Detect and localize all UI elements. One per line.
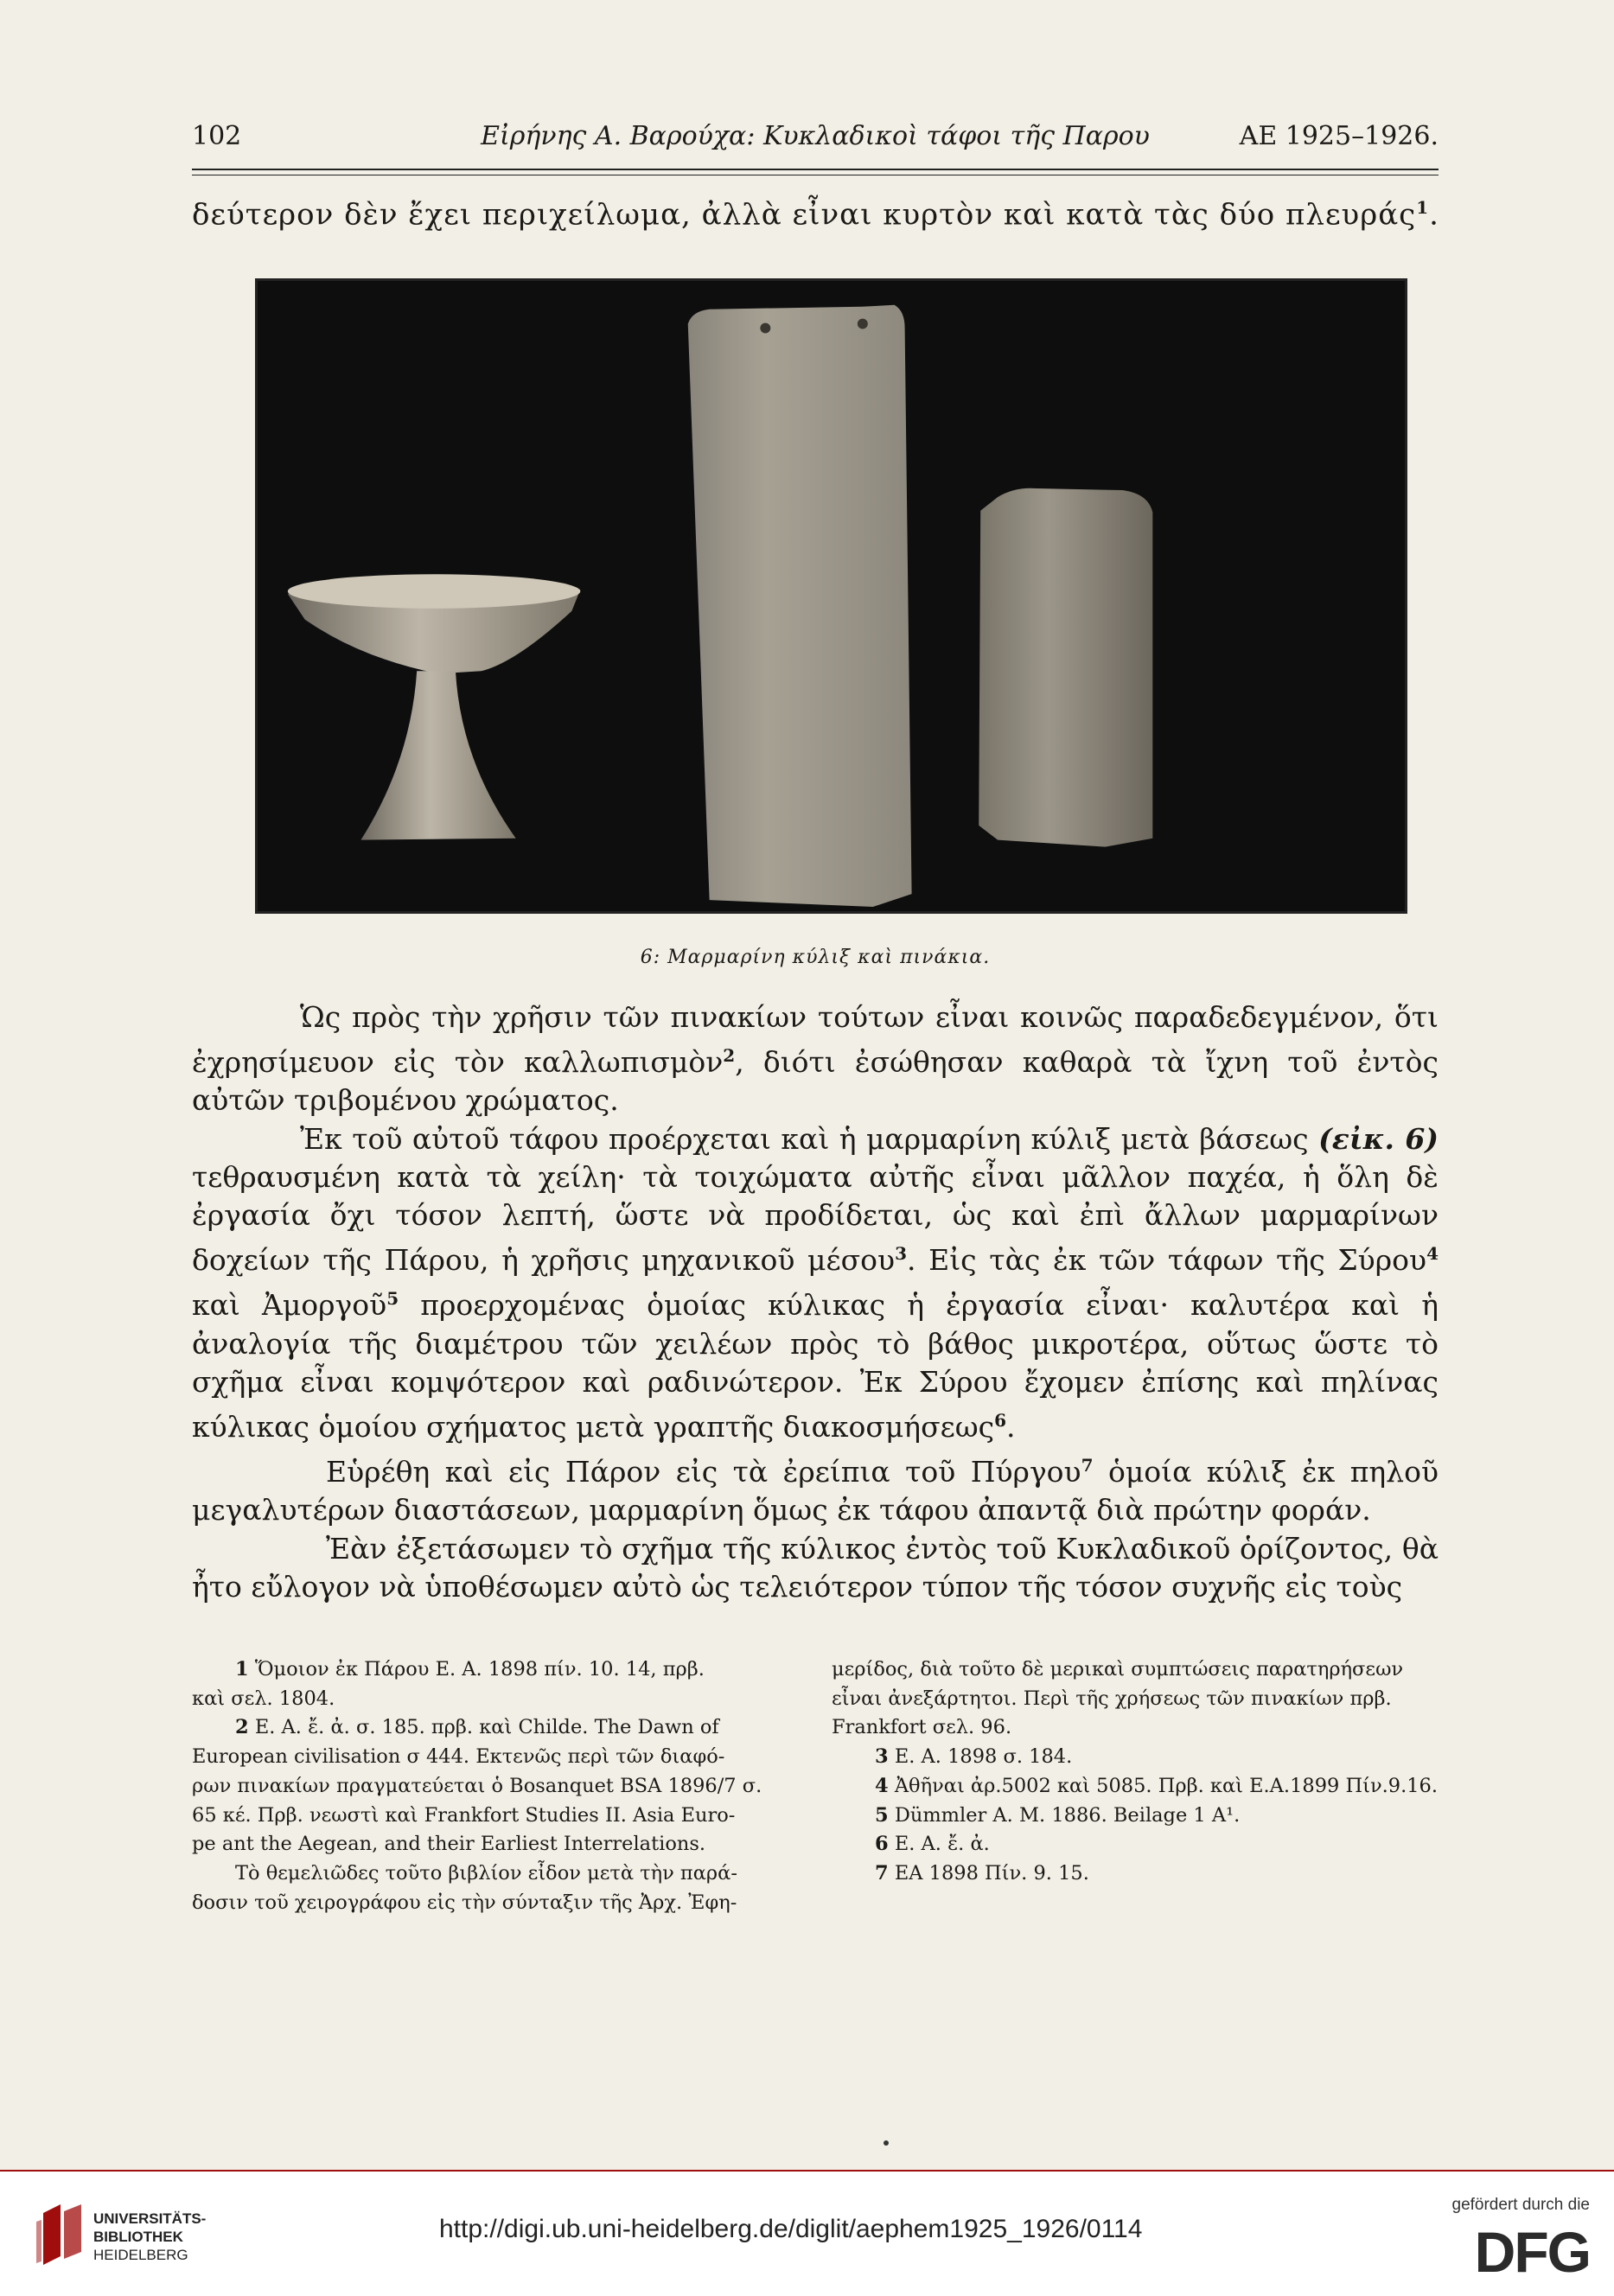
university-library-logo-icon[interactable] (35, 2204, 86, 2265)
footnote-ref-7[interactable]: 7 (1081, 1455, 1094, 1476)
footnote-ref-3[interactable]: 3 (895, 1243, 907, 1265)
footnotes-left-column (192, 1655, 797, 1917)
funding-label: gefördert durch die (1451, 2196, 1590, 2214)
continuation-line: δεύτερον δὲν ἔχει περιχείλωμα, ἀλλὰ εἶναι κυρτὸν καὶ κατὰ τὰς δύο πλευράς$^1$. (192, 197, 1439, 233)
figure-photo-kylix-and-plaques (255, 278, 1407, 914)
footnote-line: Frankfort σελ. 96. (832, 1716, 1012, 1739)
footer-accent-line (0, 2170, 1614, 2172)
footnote-line: καὶ σελ. 1804. (192, 1687, 335, 1710)
paragraph-3: Εὑρέθη καὶ εἰς Πάρον εἰς τὰ ἐρείπια τοῦ Πύργου$^7$ ὁμοία κύλιξ ἐκ πηλοῦ μεγαλυτέρων διαστάσεων, μαρμαρίνη ὅμως ἐκ τάφου ἀπαντᾷ διὰ πρώτην φοράν. (192, 1455, 1439, 1527)
footnote-line: μερίδος, διὰ τοῦτο δὲ μερικαὶ συμπτώσεις παρατηρήσεων (832, 1658, 1404, 1681)
footnote-line: 4 Ἀθῆναι ἀρ.5002 καὶ 5085. Πρβ. καὶ Ε.Α.1899 Πίν.9.16. (875, 1774, 1439, 1797)
digitization-footer (0, 2170, 1614, 2296)
footnote-line: εἶναι ἀνεξάρτητοι. Περὶ τῆς χρήσεως τῶν πινακίων πρβ. (832, 1687, 1392, 1710)
page-number: 102 (192, 121, 242, 151)
footnote-line: ρων πινακίων πραγματεύεται ὁ Bosanquet BSA 1896/7 σ. (192, 1774, 762, 1797)
footnote-line: pe ant the Aegean, and their Earliest Interrelations. (192, 1833, 706, 1856)
footnote-line: 65 κέ. Πρβ. νεωστὶ καὶ Frankfort Studies II. Asia Euro- (192, 1803, 736, 1827)
footnote-line: 7 ΕΑ 1898 Πίν. 9. 15. (875, 1861, 1089, 1885)
footnote-line: 3 Ε. Α. 1898 σ. 184. (875, 1745, 1073, 1769)
figure-caption: 6: Μαρμαρίνη κύλιξ καὶ πινάκια. (640, 947, 991, 968)
journal-reference: ΑΕ 1925–1926. (1239, 121, 1439, 151)
small-marble-plaque (979, 488, 1152, 847)
large-marble-plaque (688, 305, 912, 907)
footnote-line: 1 Ὅμοιον ἐκ Πάρου Ε. Α. 1898 πίν. 10. 14, πρβ. (235, 1658, 705, 1681)
kylix-rim (288, 574, 580, 609)
running-title: Εἰρήνης Α. Βαρούχα: Κυκλαδικοὶ τάφοι τῆς Παρου (481, 121, 1150, 151)
header-rule (192, 169, 1439, 175)
footnote-line: δοσιν τοῦ χειρογράφου εἰς τὴν σύνταξιν τῆς Ἀρχ. Ἐφη- (192, 1891, 737, 1914)
footnote-line: 5 Dümmler Α. Μ. 1886. Beilage 1 A¹. (875, 1803, 1241, 1827)
main-text (192, 998, 1439, 1606)
footnote-line: European civilisation σ 444. Εκτενῶς περὶ τῶν διαφό- (192, 1745, 725, 1769)
paragraph-4: Ἐὰν ἐξετάσωμεν τὸ σχῆμα τῆς κύλικος ἐντὸς τοῦ Κυκλαδικοῦ ὁρίζοντος, θὰ ἦτο εὔλογον νὰ ὑποθέσωμεν αὐτὸ ὡς τελειότερον τύπον τῆς τόσον συχνῆς εἰς τοὺς (192, 1531, 1439, 1604)
dfg-logo[interactable]: DFG (1474, 2220, 1590, 2284)
paragraph-1: Ὡς πρὸς τὴν χρῆσιν τῶν πινακίων τούτων εἶναι κοινῶς παραδεδεγμένον, ὅτι ἐχρησίμευον εἰς τὸν καλλωπισμὸν$^2$, διότι ἐσώθησαν καθαρὰ τὰ ἴχνη τοῦ ἐντὸς αὐτῶν τριβομένου χρώματος. (192, 1000, 1439, 1118)
footnotes-right-column (832, 1655, 1437, 1889)
footnote-line: 2 Ε. Α. ἔ. ἀ. σ. 185. πρβ. καὶ Childe. The Dawn of (235, 1716, 719, 1739)
figure-reference[interactable]: (εἰκ. 6) (1318, 1121, 1439, 1156)
footnote-line: 6 Ε. Α. ἔ. ἀ. (875, 1833, 990, 1856)
paragraph-2: Ἐκ τοῦ αὐτοῦ τάφου προέρχεται καὶ ἡ μαρμαρίνη κύλιξ μετὰ βάσεως (εἰκ. 6) τεθραυσμένη κατὰ τὰ χείλη· τὰ τοιχώματα αὐτῆς εἶναι μᾶλλον παχέα, ἡ ὅλη δὲ ἐργασία ὄχι τόσον λεπτή, ὥστε νὰ προδίδεται, ὡς καὶ ἐπὶ ἄλλων μαρμαρίνων δοχείων τῆς Πάρου, ἡ χρῆσις μηχανικοῦ μέσου$^3$. Εἰς τὰς ἐκ τῶν τάφων τῆς Σύρου$^4$ καὶ Ἀμοργοῦ$^5$ προερχομένας ὁμοίας κύλικας ἡ ἐργασία εἶναι· καλυτέρα καὶ ἡ ἀναλογία τῆς διαμέτρου τῶν χειλέων πρὸς τὸ βάθος μικροτέρα, οὕτως ὥστε τὸ σχῆμα εἶναι κομψότερον καὶ ραδινώτερον. Ἐκ Σύρου ἔχομεν ἐπίσης καὶ πηλίνας κύλικας ὁμοίου σχήματος μετὰ γραπτῆς διακοσμήσεως$^6$. (192, 1121, 1439, 1445)
permalink-url[interactable]: http://digi.ub.uni-heidelberg.de/diglit/aephem1925_1926/0114 (439, 2215, 1143, 2243)
university-library-name[interactable]: UNIVERSITÄTS- BIBLIOTHEK HEIDELBERG (93, 2210, 207, 2263)
page-mark (884, 2140, 889, 2146)
footnote-ref-1[interactable]: 1 (1416, 197, 1430, 218)
footnote-ref-6[interactable]: 6 (994, 1410, 1007, 1432)
photo-illustration (258, 281, 1405, 911)
running-header (192, 121, 1439, 164)
footnote-line: Τὸ θεμελιῶδες τοῦτο βιβλίον εἶδον μετὰ τὴν παρά- (235, 1861, 737, 1885)
footnote-ref-4[interactable]: 4 (1426, 1243, 1439, 1265)
footnote-ref-2[interactable]: 2 (723, 1045, 736, 1067)
footnote-ref-5[interactable]: 5 (386, 1288, 399, 1310)
